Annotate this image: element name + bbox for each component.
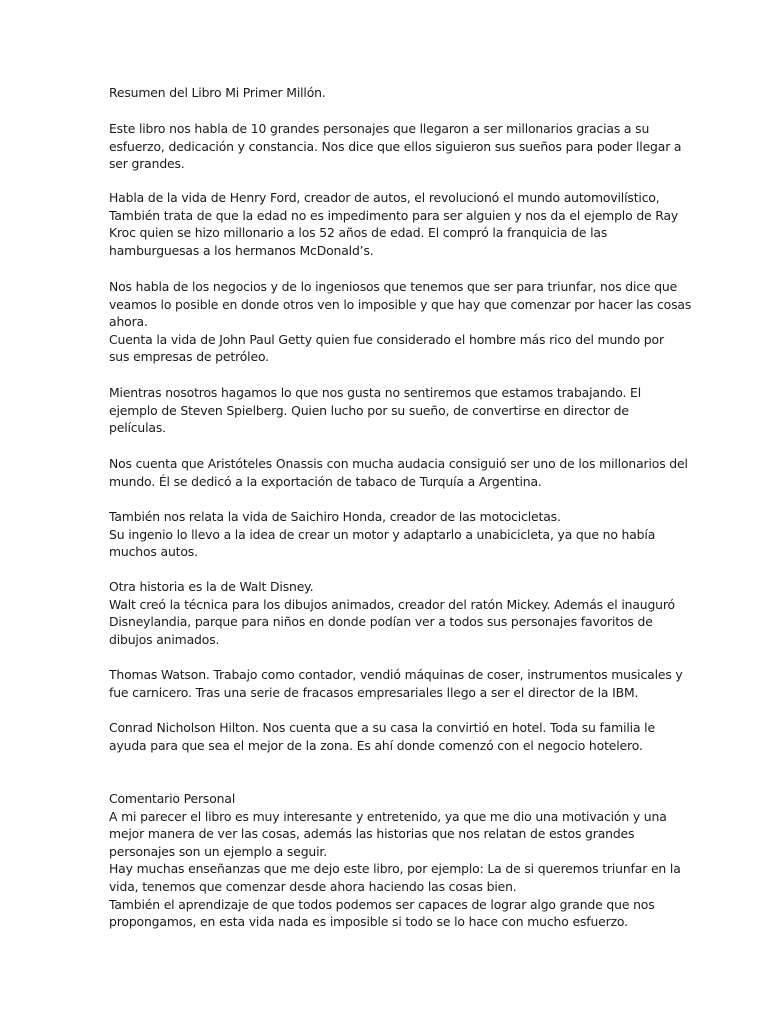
paragraph-onassis [109, 455, 688, 490]
paragraph-line: mundo. Él se dedicó a la exportación de tabaco de Turquía a Argentina. [109, 473, 542, 489]
comment-line: personajes son un ejemplo a seguir. [109, 843, 327, 859]
paragraph-line: ahora. [109, 314, 148, 330]
comment-line: propongamos, en esta vida nada es imposible si todo se lo hace con mucho esfuerzo. [109, 914, 628, 930]
paragraph-line: Conrad Nicholson Hilton. Nos cuenta que a su casa la convirtió en hotel. Toda su familia le [109, 720, 655, 735]
paragraph-disney [109, 578, 675, 648]
paragraph-line: Mientras nosotros hagamos lo que nos gusta no sentiremos que estamos trabajando. El [109, 385, 642, 400]
personal-comment-section [109, 790, 681, 931]
paragraph-watson [109, 666, 683, 701]
paragraph-getty [109, 278, 692, 366]
paragraph-line: Thomas Watson. Trabajo como contador, vendió máquinas de coser, instrumentos musicales y [109, 667, 683, 682]
paragraph-line: fue carnicero. Tras una serie de fracasos empresariales llego a ser el director de la IBM. [109, 684, 639, 700]
paragraph-line: Nos habla de los negocios y de lo ingeniosos que tenemos que ser para triunfar, nos dice que [109, 279, 678, 294]
paragraph-line: Otra historia es la de Walt Disney. [109, 579, 314, 594]
paragraph-line: Habla de la vida de Henry Ford, creador de autos, el revolucionó el mundo automovilístico, [109, 190, 660, 205]
document-title: Resumen del Libro Mi Primer Millón. [109, 85, 326, 100]
paragraph-spielberg [109, 384, 669, 437]
paragraph-line: Este libro nos habla de 10 grandes personajes que llegaron a ser millonarios gracias a su [109, 121, 650, 136]
paragraph-line: Su ingenio lo llevo a la idea de crear un motor y adaptarlo a unabicicleta, ya que no había [109, 526, 656, 542]
paragraph-line: Disneylandia, parque para niños en donde podían ver a todos sus personajes favoritos de [109, 614, 653, 630]
paragraph-line: dibujos animados. [109, 631, 220, 647]
paragraph-line: Kroc quien se hizo millonario a los 52 años de edad. El compró la franquicia de las [109, 225, 608, 241]
document-title-block [109, 84, 669, 102]
paragraph-line: Cuenta la vida de John Paul Getty quien fue considerado el hombre más rico del mundo por [109, 331, 664, 347]
paragraph-line: Nos cuenta que Aristóteles Onassis con mucha audacia consiguió ser uno de los millonarios del [109, 456, 688, 471]
comment-line: Hay muchas enseñanzas que me dejo este libro, por ejemplo: La de si queremos triunfar en la [109, 861, 681, 877]
paragraph-line: También nos relata la vida de Saichiro Honda, creador de las motocicletas. [109, 509, 561, 524]
comment-line: vida, tenemos que comenzar desde ahora haciendo las cosas bien. [109, 878, 517, 894]
comment-heading: Comentario Personal [109, 791, 236, 806]
paragraph-line: ser grandes. [109, 156, 185, 172]
paragraph-line: ejemplo de Steven Spielberg. Quien lucho por su sueño, de convertirse en director de [109, 402, 629, 418]
paragraph-ford-kroc [109, 189, 679, 259]
comment-line: A mi parecer el libro es muy interesante y entretenido, ya que me dio una motivación y una [109, 808, 667, 824]
paragraph-line: hamburguesas a los hermanos McDonald’s. [109, 242, 374, 258]
paragraph-line: esfuerzo, dedicación y constancia. Nos dice que ellos siguieron sus sueños para poder llegar a [109, 138, 682, 154]
paragraph-intro [109, 120, 682, 173]
paragraph-honda [109, 508, 669, 561]
paragraph-line: ayuda para que sea el mejor de la zona. Es ahí donde comenzó con el negocio hotelero. [109, 737, 643, 753]
paragraph-line: sus empresas de petróleo. [109, 349, 269, 365]
paragraph-line: veamos lo posible en donde otros ven lo imposible y que hay que comenzar por hacer las cosas [109, 296, 692, 312]
paragraph-line: muchos autos. [109, 544, 198, 560]
comment-line: mejor manera de ver las cosas, además las historias que nos relatan de estos grandes [109, 826, 635, 842]
comment-line: También el aprendizaje de que todos podemos ser capaces de lograr algo grande que nos [109, 896, 655, 912]
paragraph-line: Walt creó la técnica para los dibujos animados, creador del ratón Mickey. Además el inauguró [109, 596, 675, 612]
paragraph-line: películas. [109, 420, 166, 436]
paragraph-hilton [109, 719, 669, 754]
paragraph-line: También trata de que la edad no es impedimento para ser alguien y nos da el ejemplo de Ray [109, 207, 679, 223]
